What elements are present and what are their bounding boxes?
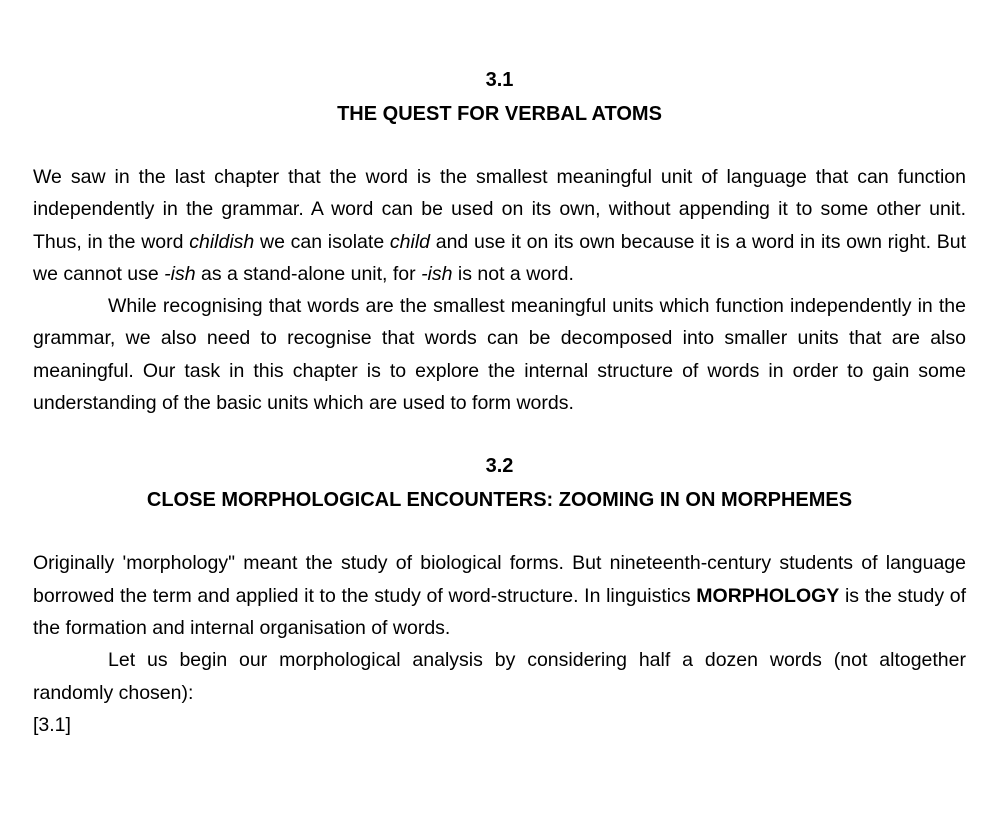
section-title: THE QUEST FOR VERBAL ATOMS [337, 103, 662, 125]
section-number: 3.2 [485, 455, 514, 478]
spacer [33, 419, 966, 449]
bold-term: MORPHOLOGY [696, 584, 840, 607]
italic-term: -ish [421, 262, 453, 285]
document-page [0, 63, 1000, 813]
text-run: We saw in the last chapter that the word is the smallest meaningful unit of language that can function independently in the grammar. A word can be used on its own, without appending it to some other unit. Thus, in the word [33, 166, 966, 253]
section-number: 3.1 [485, 69, 514, 91]
text-run: as a stand-alone unit, for [195, 262, 422, 285]
body-paragraph: Let us begin our morphological analysis by considering half a dozen words (not altogether randomly chosen): [33, 649, 966, 704]
section-title: CLOSE MORPHOLOGICAL ENCOUNTERS: ZOOMING IN ON MORPHEMES [146, 489, 853, 512]
example-reference: [3.1] [33, 713, 71, 736]
text-run: Originally 'morphology" meant the study of biological forms. But nineteenth-century students of language borrowed the term and applied it to the study of word-structure. In linguistics [33, 552, 966, 607]
italic-term: -ish [164, 262, 196, 285]
italic-term: child [389, 230, 431, 253]
text-run: and use it on its own because it is a word in its own right. But we cannot use [33, 230, 967, 285]
spacer [33, 517, 966, 547]
body-paragraph [33, 161, 966, 290]
text-run: we can isolate [254, 230, 390, 253]
body-paragraph [33, 547, 966, 644]
text-run: is the study of the formation and internal organisation of words. [33, 584, 967, 639]
italic-term: childish [189, 230, 255, 253]
spacer [33, 131, 966, 161]
text-run: is not a word. [452, 262, 574, 285]
body-paragraph: While recognising that words are the smallest meaningful units which function independently in the grammar, we also need to recognise that words can be decomposed into smaller units that are also meaningful. Our task in this chapter is to explore the internal structure of words in order to gain some understanding of the basic units which are used to form words. [33, 295, 966, 415]
